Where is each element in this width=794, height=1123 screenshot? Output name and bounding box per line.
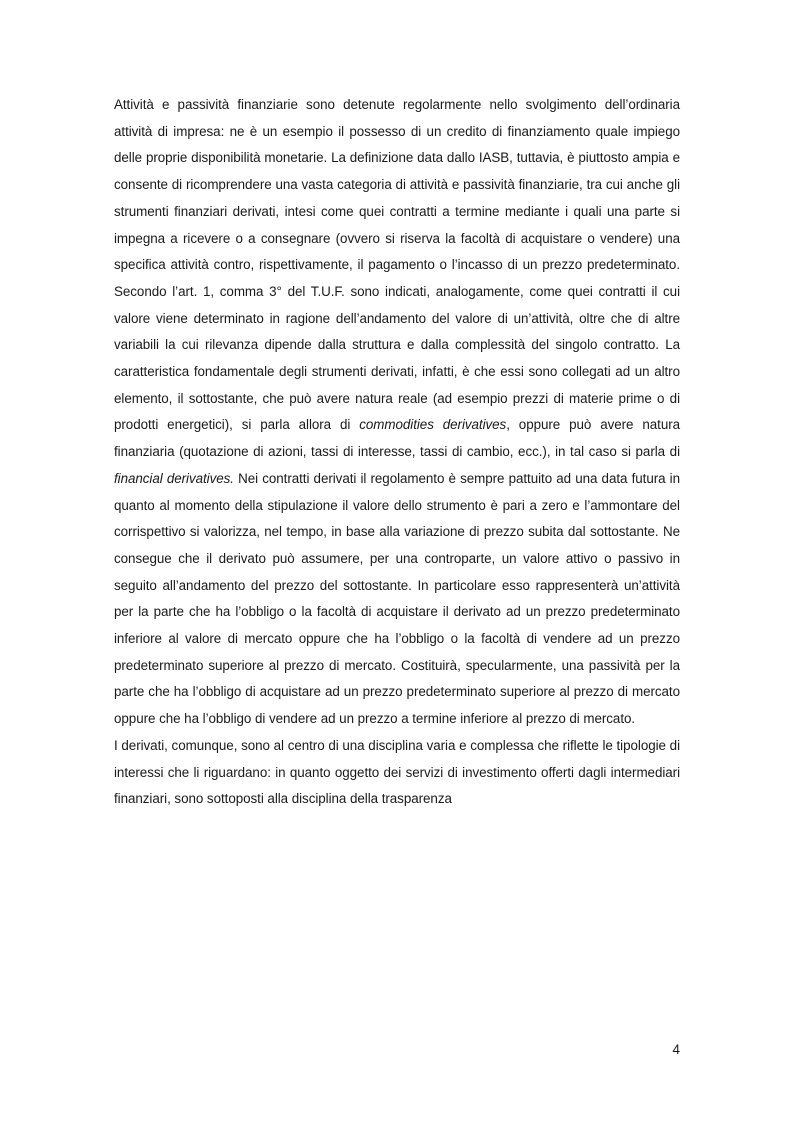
paragraph-derivatives-definition bbox=[114, 92, 680, 733]
paragraph-derivatives-discipline bbox=[114, 733, 680, 813]
text-run: , oppure può avere natura finanziaria (quotazione di azioni, tassi di interesse, tassi di cambio, ecc.), in tal caso si parla di bbox=[114, 417, 681, 460]
body-text bbox=[114, 92, 680, 813]
italic-term-financial-derivatives: financial derivatives. bbox=[114, 470, 234, 486]
page-number: 4 bbox=[672, 1042, 680, 1057]
text-run: Attività e passività finanziarie sono detenute regolarmente nello svolgimento dell’ordinaria attività di impresa: ne è un esempio il possesso di un credito di finanziamento quale impiego delle proprie disponibilità monetarie. La definizione data dallo IASB, tuttavia, è piuttosto ampia e consente di ricomprendere una vasta categoria di attività e passività finanziarie, tra cui anche gli strumenti finanziari derivati, intesi come quei contratti a termine mediante i quali una parte si impegna a ricevere o a consegnare (ovvero si riserva la facoltà di acquistare o vendere) una specifica attività contro, rispettivamente, il pagamento o l’incasso di un prezzo predeterminato. Secondo l’art. 1, comma 3° del T.U.F. sono indicati, analogamente, come quei contratti il cui valore viene determinato in ragione dell’andamento del valore di un’attività, oltre che di altre variabili la cui rilevanza dipende dalla struttura e dalla complessità del singolo contratto. La caratteristica fondamentale degli strumenti derivati, infatti, è che essi sono collegati ad un altro elemento, il sottostante, che può avere natura reale (ad esempio prezzi di materie prime o di prodotti energetici), si parla allora di bbox=[114, 97, 680, 433]
italic-term-commodities-derivatives: commodities derivatives bbox=[359, 417, 507, 433]
text-run: Nei contratti derivati il regolamento è sempre pattuito ad una data futura in quanto al momento della stipulazione il valore dello strumento è pari a zero e l’ammontare del corrispettivo si valorizza, nel tempo, in base alla variazione di prezzo subita dal sottostante. Ne consegue che il derivato può assumere, per una controparte, un valore attivo o passivo in seguito all’andamento del prezzo del sottostante. In particolare esso rappresenterà un’attività per la parte che ha l’obbligo o la facoltà di acquistare il derivato ad un prezzo predeterminato inferiore al valore di mercato oppure che ha l’obbligo o la facoltà di vendere ad un prezzo predeterminato superiore al prezzo di mercato. Costituirà, specularmente, una passività per la parte che ha l’obbligo di acquistare ad un prezzo predeterminato superiore al prezzo di mercato oppure che ha l’obbligo di vendere ad un prezzo a termine inferiore al prezzo di mercato. bbox=[114, 470, 680, 727]
text-run: I derivati, comunque, sono al centro di una disciplina varia e complessa che riflette le tipologie di interessi che li riguardano: in quanto oggetto dei servizi di investimento offerti dagli intermediari finanziari, sono sottoposti alla disciplina della trasparenza bbox=[114, 737, 680, 807]
